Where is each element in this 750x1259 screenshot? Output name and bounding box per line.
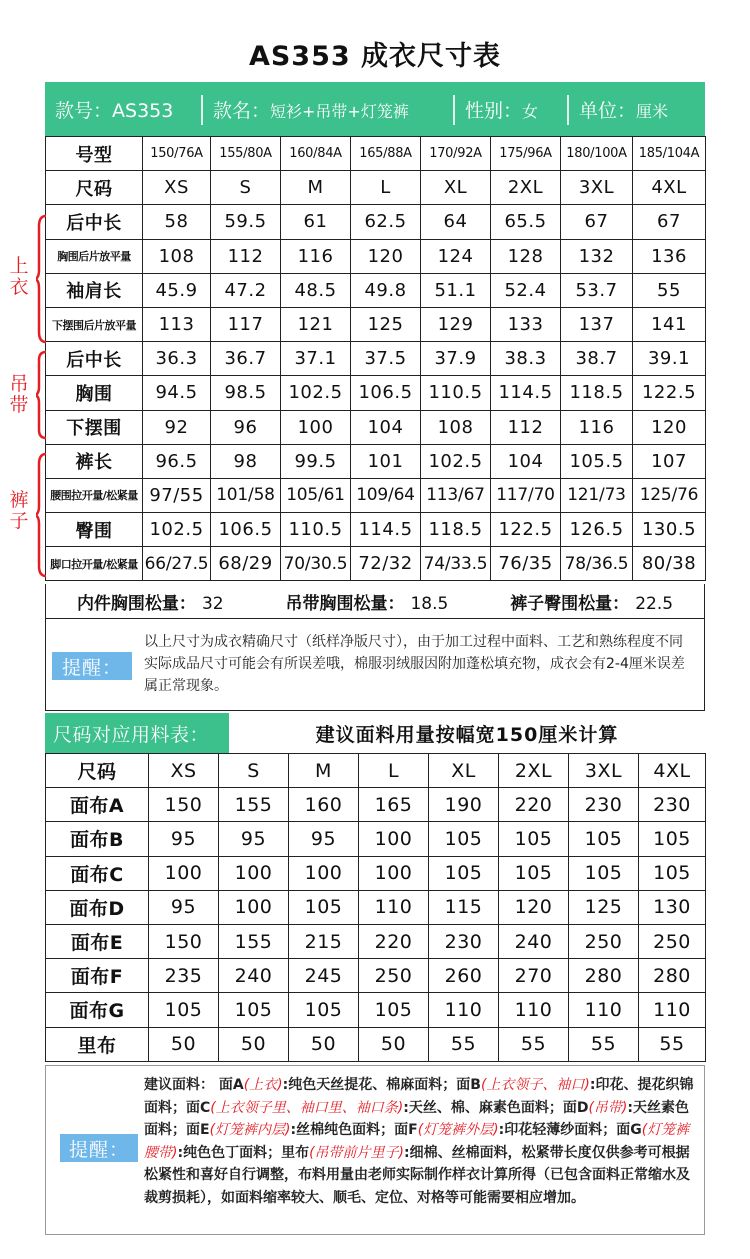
fabric-usage-header [45,713,705,754]
size-cell: L [359,754,429,788]
value-cell: 95 [289,822,359,856]
value-cell: 112 [491,410,561,444]
value-cell: 70/30.5 [281,547,351,581]
value-cell: 106.5 [211,513,281,547]
value-cell: 124 [421,239,491,273]
row-label: 尺码 [46,171,143,205]
style-name-label: 款名： [213,100,271,122]
value-cell: 118.5 [561,376,633,410]
value-cell: 122.5 [491,513,561,547]
value-cell: 260 [429,959,499,993]
table-row [46,171,706,205]
fabric-usage-tag: 尺码对应用料表： [45,713,229,754]
size-cell: XL [421,171,491,205]
value-cell: 50 [219,1027,289,1061]
value-cell: 45.9 [143,273,211,307]
size-cell: 2XL [499,754,569,788]
value-cell: 110 [499,993,569,1027]
value-cell: 67 [633,205,706,239]
row-label: 胸围后片放平量 [46,239,143,273]
value-cell: 133 [491,307,561,341]
value-cell: 121 [281,307,351,341]
table-row [46,513,706,547]
row-label: 面布G [46,993,149,1027]
table-row [46,205,706,239]
fabric-usage-subtitle: 建议面料用量按幅宽150厘米计算 [315,724,619,746]
value-cell: 38.7 [561,342,633,376]
value-cell: 120 [351,239,421,273]
ease-row [45,584,705,619]
table-row [46,376,706,410]
value-cell: 105 [429,856,499,890]
value-cell: 94.5 [143,376,211,410]
value-cell: 110 [569,993,639,1027]
value-cell: 59.5 [211,205,281,239]
value-cell: 105 [569,856,639,890]
reminder-box [45,619,705,711]
table-row [46,307,706,341]
value-cell: 95 [149,890,219,924]
unit-label: 单位： [579,100,637,122]
value-cell: 250 [569,924,639,958]
value-cell: 48.5 [281,273,351,307]
value-cell: 53.7 [561,273,633,307]
value-cell: 101 [351,444,421,478]
value-cell: 51.1 [421,273,491,307]
reminder-text: 以上尺寸为成衣精确尺寸（纸样净版尺寸），由于加工过程中面料、工艺和熟练程度不同实际成品尺寸可能会有所误差哦，棉服羽绒服因附加蓬松填充物，成衣会有2-4厘米误差属正常现象。 [144,634,685,694]
group-bracket-pants [36,452,48,578]
value-cell: 125 [351,307,421,341]
value-cell: 165 [359,788,429,822]
row-label: 裤长 [46,444,143,478]
value-cell: 110 [359,890,429,924]
value-cell: 72/32 [351,547,421,581]
table-row [46,342,706,376]
value-cell: 230 [569,788,639,822]
value-cell: 38.3 [491,342,561,376]
value-cell: 101/58 [211,478,281,512]
style-no-label: 款号： [55,100,113,122]
value-cell: 240 [219,959,289,993]
value-cell: 230 [639,788,706,822]
table-row [46,788,706,822]
value-cell: 61 [281,205,351,239]
value-cell: 62.5 [351,205,421,239]
value-cell: 112 [211,239,281,273]
row-label: 腰围拉开量/松紧量 [46,478,143,512]
value-cell: 115 [429,890,499,924]
fabric-table [45,753,706,1062]
value-cell: 96.5 [143,444,211,478]
value-cell: 117 [211,307,281,341]
value-cell: 250 [639,924,706,958]
row-label: 尺码 [46,754,149,788]
value-cell: 100 [219,890,289,924]
value-cell: 150 [149,788,219,822]
group-label-top: 上衣 [9,255,29,298]
value-cell: 105 [639,856,706,890]
model-cell: 180/100A [561,137,633,171]
value-cell: 67 [561,205,633,239]
style-name [203,96,453,123]
value-cell: 65.5 [491,205,561,239]
value-cell: 100 [289,856,359,890]
value-cell: 110 [639,993,706,1027]
value-cell: 106.5 [351,376,421,410]
value-cell: 105/61 [281,478,351,512]
value-cell: 113/67 [421,478,491,512]
value-cell: 100 [219,856,289,890]
row-label: 下摆围 [46,410,143,444]
value-cell: 110.5 [421,376,491,410]
table-row [46,993,706,1027]
style-name-value: 短衫+吊带+灯笼裤 [270,102,409,121]
row-label: 胸围 [46,376,143,410]
value-cell: 100 [359,822,429,856]
row-label: 号型 [46,137,143,171]
row-label: 面布B [46,822,149,856]
table-row [46,410,706,444]
size-cell: M [281,171,351,205]
value-cell: 36.7 [211,342,281,376]
table-row [46,239,706,273]
value-cell: 100 [359,856,429,890]
gender-value: 女 [522,102,539,121]
size-cell: M [289,754,359,788]
group-bracket-top [36,214,48,344]
value-cell: 126.5 [561,513,633,547]
value-cell: 100 [149,856,219,890]
model-cell: 175/96A [491,137,561,171]
model-cell: 160/84A [281,137,351,171]
size-cell: L [351,171,421,205]
value-cell: 220 [499,788,569,822]
unit [569,96,703,123]
value-cell: 116 [561,410,633,444]
model-cell: 170/92A [421,137,491,171]
table-row [46,547,706,581]
value-cell: 120 [499,890,569,924]
value-cell: 130 [639,890,706,924]
value-cell: 132 [561,239,633,273]
value-cell: 108 [421,410,491,444]
value-cell: 129 [421,307,491,341]
row-label: 面布C [46,856,149,890]
value-cell: 68/29 [211,547,281,581]
row-label: 面布F [46,959,149,993]
table-row [46,822,706,856]
page-title: AS353 成衣尺寸表 [248,41,502,72]
value-cell: 96 [211,410,281,444]
size-cell: S [211,171,281,205]
table-row [46,856,706,890]
size-cell: 3XL [561,171,633,205]
value-cell: 117/70 [491,478,561,512]
group-bracket-camisole [36,350,48,440]
value-cell: 37.1 [281,342,351,376]
value-cell: 37.9 [421,342,491,376]
value-cell: 102.5 [421,444,491,478]
row-label: 袖肩长 [46,273,143,307]
value-cell: 55 [569,1027,639,1061]
value-cell: 39.1 [633,342,706,376]
value-cell: 155 [219,924,289,958]
value-cell: 58 [143,205,211,239]
value-cell: 47.2 [211,273,281,307]
size-cell: XS [143,171,211,205]
size-cell: 2XL [491,171,561,205]
value-cell: 102.5 [281,376,351,410]
size-cell: S [219,754,289,788]
row-label: 后中长 [46,205,143,239]
value-cell: 105 [219,993,289,1027]
value-cell: 105 [289,890,359,924]
value-cell: 109/64 [351,478,421,512]
ease-item: 吊带胸围松量： 18.5 [285,593,449,614]
value-cell: 190 [429,788,499,822]
value-cell: 80/38 [633,547,706,581]
value-cell: 114.5 [351,513,421,547]
row-label: 面布A [46,788,149,822]
value-cell: 105 [569,822,639,856]
row-label: 后中长 [46,342,143,376]
table-row [46,478,706,512]
reminder-tag: 提醒： [52,652,132,680]
value-cell: 108 [143,239,211,273]
value-cell: 52.4 [491,273,561,307]
value-cell: 121/73 [561,478,633,512]
value-cell: 141 [633,307,706,341]
size-cell: XS [149,754,219,788]
model-cell: 165/88A [351,137,421,171]
value-cell: 78/36.5 [561,547,633,581]
value-cell: 100 [281,410,351,444]
row-label: 面布E [46,924,149,958]
value-cell: 122.5 [633,376,706,410]
group-label-pants: 裤子 [9,489,29,532]
row-label: 下摆围后片放平量 [46,307,143,341]
value-cell: 104 [351,410,421,444]
value-cell: 50 [149,1027,219,1061]
value-cell: 99.5 [281,444,351,478]
value-cell: 113 [143,307,211,341]
value-cell: 137 [561,307,633,341]
ease-item: 裤子臀围松量： 22.5 [510,593,674,614]
model-cell: 155/80A [211,137,281,171]
value-cell: 105 [289,993,359,1027]
value-cell: 76/35 [491,547,561,581]
value-cell: 114.5 [491,376,561,410]
value-cell: 66/27.5 [143,547,211,581]
value-cell: 49.8 [351,273,421,307]
value-cell: 50 [289,1027,359,1061]
value-cell: 116 [281,239,351,273]
table-row [46,273,706,307]
value-cell: 230 [429,924,499,958]
value-cell: 98.5 [211,376,281,410]
value-cell: 50 [359,1027,429,1061]
value-cell: 36.3 [143,342,211,376]
unit-value: 厘米 [636,102,669,121]
table-row [46,444,706,478]
value-cell: 125 [569,890,639,924]
value-cell: 220 [359,924,429,958]
size-cell: 3XL [569,754,639,788]
value-cell: 107 [633,444,706,478]
value-cell: 95 [149,822,219,856]
value-cell: 125/76 [633,478,706,512]
value-cell: 105 [149,993,219,1027]
value-cell: 110 [429,993,499,1027]
value-cell: 136 [633,239,706,273]
value-cell: 98 [211,444,281,478]
value-cell: 55 [429,1027,499,1061]
value-cell: 104 [491,444,561,478]
value-cell: 128 [491,239,561,273]
value-cell: 102.5 [143,513,211,547]
value-cell: 95 [219,822,289,856]
style-info-bar [45,82,705,137]
value-cell: 120 [633,410,706,444]
gender-label: 性别： [465,100,523,122]
value-cell: 215 [289,924,359,958]
value-cell: 250 [359,959,429,993]
value-cell: 245 [289,959,359,993]
value-cell: 160 [289,788,359,822]
style-no [45,96,201,123]
value-cell: 105 [499,856,569,890]
table-row [46,754,706,788]
value-cell: 280 [569,959,639,993]
value-cell: 110.5 [281,513,351,547]
value-cell: 74/33.5 [421,547,491,581]
table-row [46,1027,706,1061]
value-cell: 105 [359,993,429,1027]
size-cell: 4XL [639,754,706,788]
fabric-reminder-box [45,1065,705,1235]
row-label: 脚口拉开量/松紧量 [46,547,143,581]
value-cell: 155 [219,788,289,822]
row-label: 面布D [46,890,149,924]
value-cell: 235 [149,959,219,993]
size-cell: 4XL [633,171,706,205]
size-cell: XL [429,754,499,788]
value-cell: 280 [639,959,706,993]
value-cell: 105.5 [561,444,633,478]
model-cell: 150/76A [143,137,211,171]
value-cell: 105 [639,822,706,856]
fabric-reminder-text: 建议面料： 面A(上衣):纯色天丝提花、棉麻面料；面B(上衣领子、袖口):印花、提花织锦面料；面C(上衣领子里、袖口里、袖口条):天丝、棉、麻素色面料；面D(吊带):天丝素色面料；面E(灯笼裤内层):丝棉纯色面料；面F(灯笼裤外层):印花轻薄纱面料；面G(灯笼裤腰带):纯色色丁面料；里布(吊带前片里子):细棉、丝棉面料，松紧带长度仅供参考可根据松紧性和喜好自行调整，布料用量由老师实际制作样衣计算所得（已包含面料正常缩水及裁剪损耗），如面料缩率较大、顺毛、定位、对格等可能需要相应增加。 [144,1077,694,1206]
value-cell: 150 [149,924,219,958]
value-cell: 105 [429,822,499,856]
value-cell: 55 [633,273,706,307]
row-label: 臀围 [46,513,143,547]
size-table [45,136,706,581]
value-cell: 97/55 [143,478,211,512]
table-row [46,137,706,171]
ease-item: 内件胸围松量： 32 [76,593,224,614]
group-label-camisole: 吊带 [9,373,29,416]
table-row [46,890,706,924]
table-row [46,924,706,958]
value-cell: 64 [421,205,491,239]
value-cell: 55 [639,1027,706,1061]
fabric-reminder-tag: 提醒： [60,1134,138,1162]
value-cell: 130.5 [633,513,706,547]
gender [455,96,567,123]
table-row [46,959,706,993]
row-label: 里布 [46,1027,149,1061]
value-cell: 92 [143,410,211,444]
value-cell: 240 [499,924,569,958]
value-cell: 55 [499,1027,569,1061]
value-cell: 270 [499,959,569,993]
style-no-value: AS353 [112,100,174,122]
value-cell: 37.5 [351,342,421,376]
model-cell: 185/104A [633,137,706,171]
value-cell: 105 [499,822,569,856]
value-cell: 118.5 [421,513,491,547]
